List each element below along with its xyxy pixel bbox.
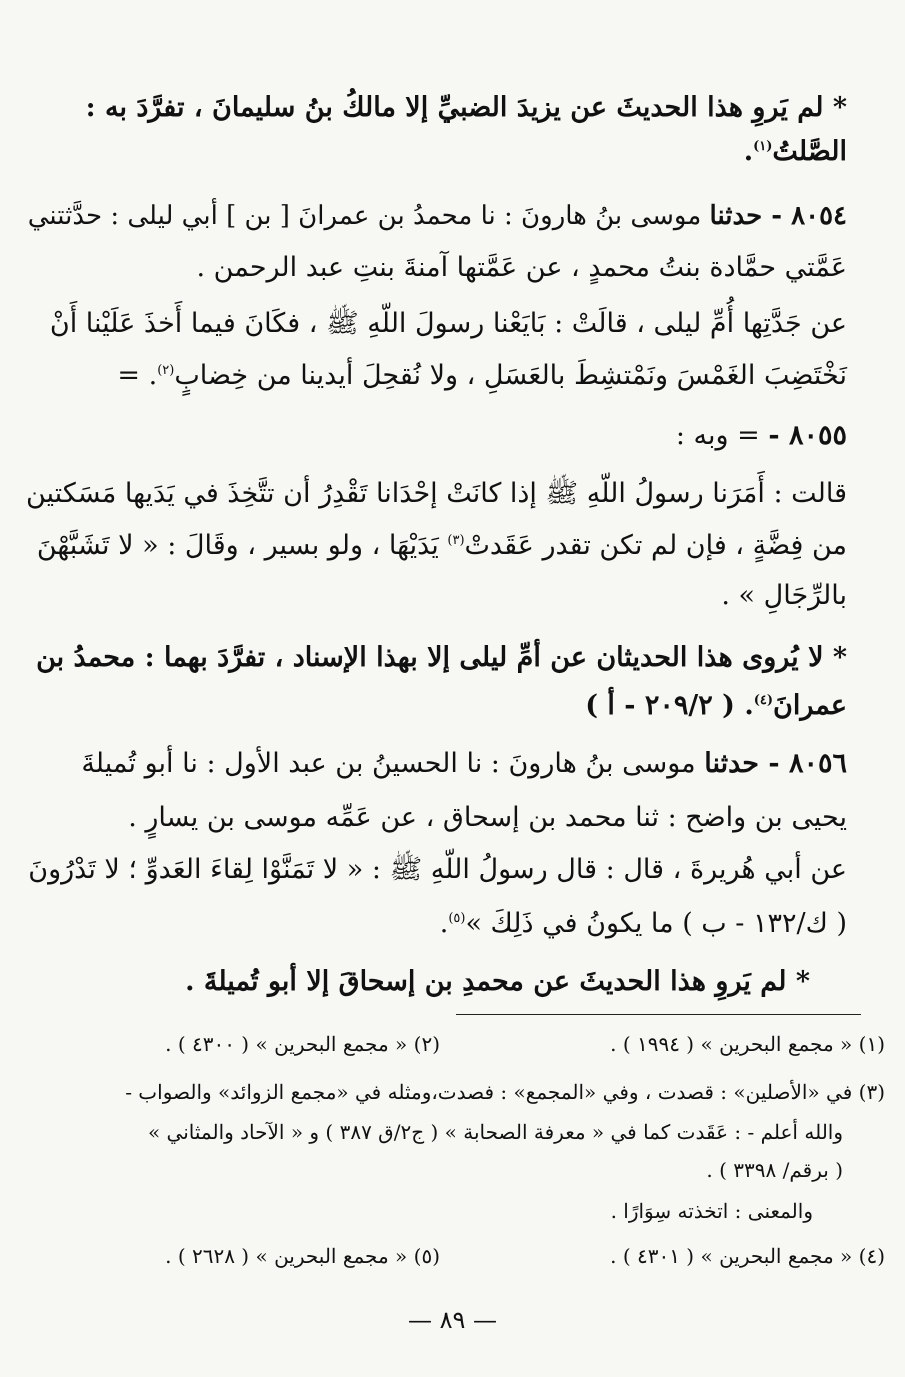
- hadith-line: بالرِّجَالِ » .: [721, 580, 847, 611]
- note-line: * لم يَروِ هذا الحديثَ عن محمدِ بن إسحاقَ إلا أبو تُميلةَ .: [185, 966, 810, 997]
- hadith-line: من فِضَّةٍ ، فإن لم تكن تقدر عَقَدتْ$^{(٣)}$ يَدَيْهَا ، ولو بسير ، وقَالَ : « لا تَشَبَّهْنَ: [36, 530, 847, 561]
- footnote-ref: (٥): [448, 911, 466, 926]
- hadith-line: عن أبي هُريرةَ ، قال : قال رسولُ اللّهِ ﷺ : « لا تَمَنَّوْا لِقاءَ العَدوِّ ؛ لا تَدْرُونَ: [28, 854, 847, 885]
- note-line: * لم يَروِ هذا الحديثَ عن يزيدَ الضبيِّ إلا مالكُ بنُ سليمانَ ، تفرَّدَ به :: [85, 92, 847, 123]
- note-line: عمرانَ$^{(٤)}$. ( ٢٠٩/٢ - أ ): [585, 690, 847, 721]
- footnote-3-line: (٣) في «الأصلين» : قصدت ، وفي «المجمع» : فصدت،ومثله في «مجمع الزوائد» والصواب -: [125, 1080, 885, 1104]
- hadith-line: عن جَدَّتِها أُمِّ ليلى ، قالَتْ : بَايَعْنا رسولَ اللّهِ ﷺ ، فكَانَ فيما أَخذَ عَلَيْنا أَنْ: [49, 308, 847, 339]
- footnote-ref: (١): [753, 139, 773, 154]
- footnote-ref: (٣): [447, 533, 465, 548]
- note-line: * لا يُروى هذا الحديثان عن أمِّ ليلى إلا بهذا الإسناد ، تفرَّدَ بهما : محمدُ بن: [36, 642, 847, 673]
- hadith-8054-line: ٨٠٥٤ - حدثنا موسى بنُ هارونَ : نا محمدُ بن عمرانَ [ بن ] أبي ليلى : حدَّثتني: [27, 201, 847, 231]
- hadith-line: قالت : أَمَرَنا رسولُ اللّهِ ﷺ إذا كانَتْ إحْدَانا تَقْدِرُ أن تتَّخِذَ في يَدَيها مَسَكتين: [25, 478, 847, 509]
- hadith-number: ٨٠٥٤ - حدثنا: [709, 201, 847, 231]
- footnote-3-line: والله أعلم - : عَقَدت كما في « معرفة الصحابة » ( ج٢/ق ٣٨٧ ) و « الآحاد والمثاني »: [147, 1120, 843, 1144]
- hadith-8056-line: ٨٠٥٦ - حدثنا موسى بنُ هارونَ : نا الحسينُ بن عبد الأول : نا أبو تُميلةَ: [81, 748, 847, 779]
- footnote-divider: [456, 1014, 861, 1015]
- hadith-line: يحيى بن واضح : ثنا محمد بن إسحاق ، عن عَمِّه موسى بن يسارٍ .: [128, 802, 847, 833]
- footnote-ref: (٤): [753, 693, 774, 708]
- footnote-5: (٥) « مجمع البحرين » ( ٢٦٢٨ ) .: [165, 1244, 440, 1268]
- footnote-3-line: والمعنى : اتخذته سِوَارًا .: [610, 1199, 813, 1223]
- footnote-2: (٢) « مجمع البحرين » ( ٤٣٠٠ ) .: [165, 1032, 440, 1056]
- footnote-1: (١) « مجمع البحرين » ( ١٩٩٤ ) .: [610, 1032, 885, 1056]
- hadith-number: ٨٠٥٥ -: [768, 420, 847, 451]
- hadith-line: عَمَّتي حمَّادة بنتُ محمدٍ ، عن عَمَّتها آمنةَ بنتِ عبد الرحمن .: [196, 252, 847, 283]
- footnote-4: (٤) « مجمع البحرين » ( ٤٣٠١ ) .: [610, 1244, 885, 1268]
- hadith-8055-line: ٨٠٥٥ - = وبه :: [675, 420, 847, 451]
- note-line: الصَّلتُ$^{(١)}$.: [743, 136, 847, 167]
- page-number: — ٨٩ —: [407, 1306, 498, 1334]
- footnote-3-line: ( برقم/ ٣٣٩٨ ) .: [706, 1158, 843, 1182]
- hadith-line: نَخْتَضِبَ الغَمْسَ ونَمْتشِطَ بالعَسَلِ ، ولا نُقحِلَ أيدينا من خِضابٍ$^{(٢)}$. =: [117, 360, 847, 391]
- footnote-ref: (٢): [157, 363, 175, 378]
- hadith-number: ٨٠٥٦ - حدثنا: [704, 748, 847, 779]
- hadith-line: ( ك/١٣٢ - ب ) ما يكونُ في ذَلِكَ »$^{(٥)}$.: [439, 908, 847, 939]
